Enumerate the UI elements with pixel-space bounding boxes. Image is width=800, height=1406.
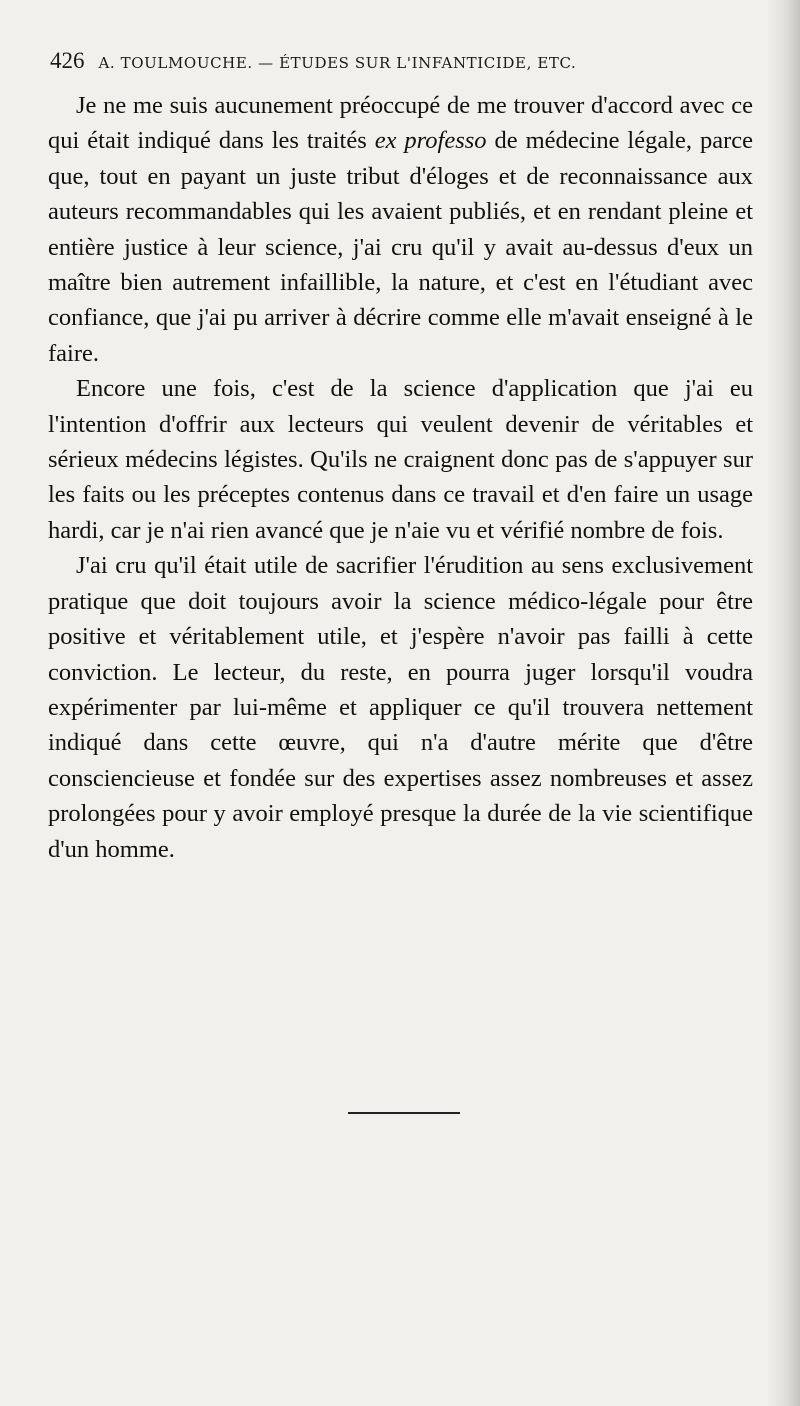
page-edge-shadow bbox=[766, 0, 800, 1406]
paragraph-2: Encore une fois, c'est de la science d'application que j'ai eu l'intention d'offrir aux lecteurs qui veulent devenir de véritables et sérieux médecins légistes. Qu'ils ne craignent donc pas de s'appuyer sur les faits ou les préceptes contenus dans ce travail et d'en faire un usage hardi, car je n'ai rien avancé que je n'aie vu et vérifié nombre de fois. bbox=[48, 375, 753, 544]
paragraph-1-text-b: de médecine légale, parce que, tout en payant un juste tribut d'éloges et de reconnaissance aux auteurs recommandables qui les avaient publiés, et en rendant pleine et entière justice à leur science, j'ai cru qu'il y avait au-dessus d'eux un maître bien autrement infaillible, la nature, et c'est en l'étudiant avec confiance, que j'ai pu arriver à décrire comme elle m'avait enseigné à le faire. bbox=[48, 127, 754, 367]
paragraph-1-text-a: Je ne me suis aucunement préoccupé de me trouver d'accord avec ce qui était indiqué dans les traités bbox=[48, 92, 753, 155]
running-head bbox=[50, 48, 750, 74]
paragraph-1-italic: ex professo bbox=[374, 127, 487, 155]
paragraph-1 bbox=[48, 88, 753, 371]
closing-rule bbox=[348, 1112, 460, 1114]
body-text bbox=[48, 88, 753, 867]
running-title: A. TOULMOUCHE. — ÉTUDES SUR L'INFANTICIDE, ETC. bbox=[98, 54, 577, 72]
paragraph-3: J'ai cru qu'il était utile de sacrifier l'érudition au sens exclusivement pratique que doit toujours avoir la science médico-légale pour être positive et véritablement utile, et j'espère n'avoir pas failli à cette conviction. Le lecteur, du reste, en pourra juger lorsqu'il voudra expérimenter par lui-même et appliquer ce qu'il trouvera nettement indiqué dans cette œuvre, qui n'a d'autre mérite que d'être consciencieuse et fondée sur des expertises assez nombreuses et assez prolongées pour y avoir employé presque la durée de la vie scientifique d'un homme. bbox=[48, 552, 753, 863]
page-number: 426 bbox=[50, 48, 85, 73]
